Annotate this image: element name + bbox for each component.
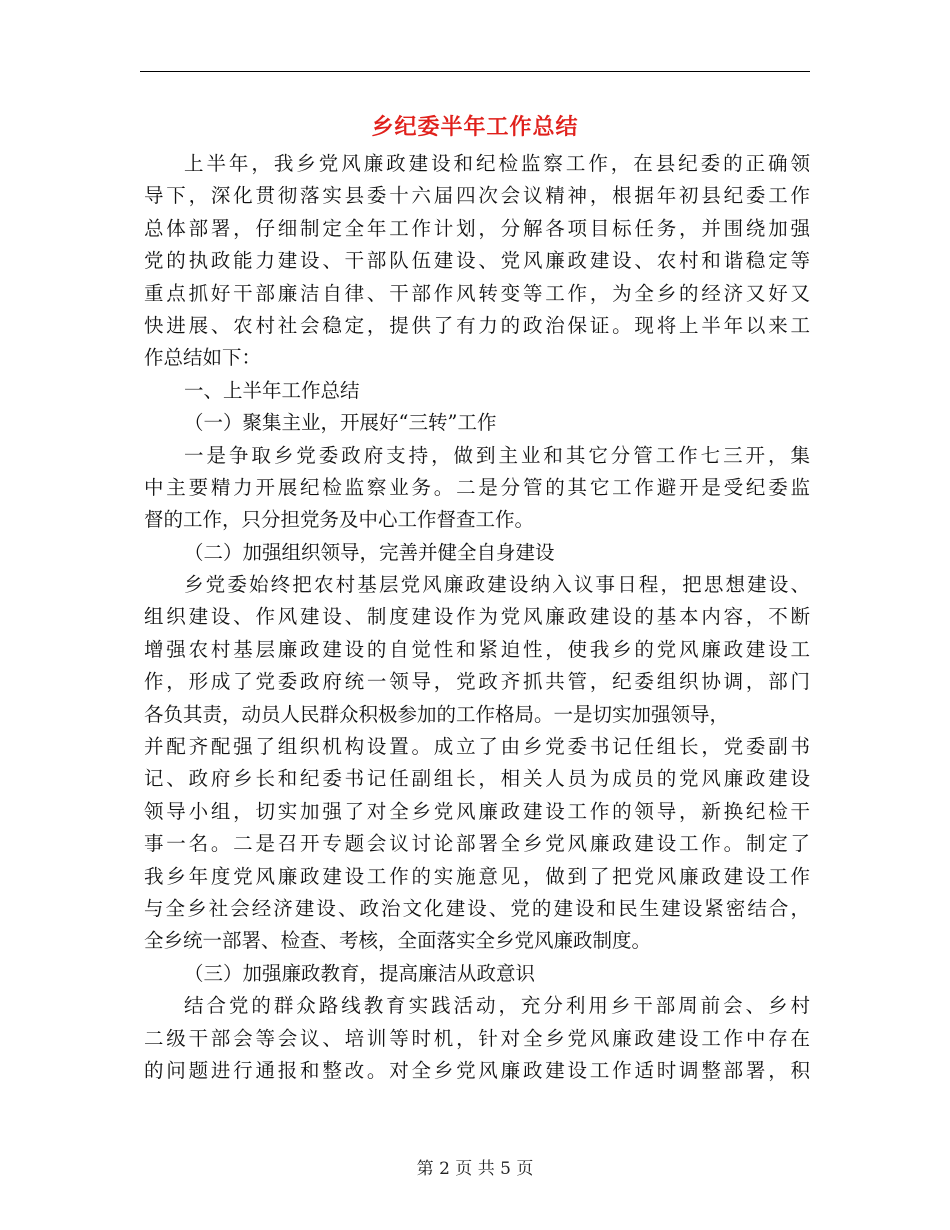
page-number: 第 2 页 共 5 页 [416, 1159, 534, 1179]
paragraph-line: 领导小组，切实加强了对全乡党风廉政建设工作的领导，新换纪检干 [144, 799, 810, 823]
paragraph-line: 并配齐配强了组织机构设置。成立了由乡党委书记任组长，党委副书 [144, 735, 810, 759]
section-heading: 一、上半年工作总结 [184, 378, 360, 402]
paragraph-line: 二级干部会等会议、培训等时机，针对全乡党风廉政建设工作中存在 [144, 1026, 810, 1050]
paragraph-line: 记、政府乡长和纪委书记任副组长，相关人员为成员的党风廉政建设 [144, 767, 810, 791]
paragraph-line: 重点抓好干部廉洁自律、干部作风转变等工作，为全乡的经济又好又 [144, 281, 810, 305]
paragraph-line: 结合党的群众路线教育实践活动，充分利用乡干部周前会、乡村 [184, 994, 810, 1018]
paragraph-line: 事一名。二是召开专题会议讨论部署全乡党风廉政建设工作。制定了 [144, 832, 810, 856]
subsection-heading: （二）加强组织领导，完善并健全自身建设 [184, 540, 555, 564]
paragraph-line: 乡党委始终把农村基层党风廉政建设纳入议事日程，把思想建设、 [184, 573, 810, 597]
paragraph-line: 的问题进行通报和整改。对全乡党风廉政建设工作适时调整部署，积 [144, 1058, 810, 1082]
paragraph-line: 上半年，我乡党风廉政建设和纪检监察工作，在县纪委的正确领 [184, 152, 810, 175]
paragraph-line: 督的工作，只分担党务及中心工作督查工作。 [144, 508, 535, 532]
paragraph-line: 作，形成了党委政府统一领导，党政齐抓共管，纪委组织协调，部门 [144, 670, 810, 694]
subsection-heading: （三）加强廉政教育，提高廉洁从政意识 [184, 961, 536, 985]
document-title: 乡纪委半年工作总结 [371, 114, 579, 140]
paragraph-line: 总体部署，仔细制定全年工作计划，分解各项目标任务，并围绕加强 [144, 216, 810, 240]
paragraph-line: 组织建设、作风建设、制度建设作为党风廉政建设的基本内容，不断 [144, 605, 810, 629]
paragraph-line: 全乡统一部署、检查、考核，全面落实全乡党风廉政制度。 [144, 929, 652, 953]
paragraph-line: 作总结如下： [144, 346, 262, 370]
paragraph-line: 快进展、农村社会稳定，提供了有力的政治保证。现将上半年以来工 [144, 313, 810, 337]
subsection-heading: （一）聚集主业，开展好“三转”工作 [184, 411, 497, 435]
paragraph-line: 与全乡社会经济建设、政治文化建设、党的建设和民生建设紧密结合， [144, 896, 810, 920]
paragraph-line: 导下，深化贯彻落实县委十六届四次会议精神，根据年初县纪委工作 [144, 184, 810, 208]
paragraph-line: 一是争取乡党委政府支持，做到主业和其它分管工作七三开，集 [184, 443, 810, 467]
paragraph-line: 增强农村基层廉政建设的自觉性和紧迫性，使我乡的党风廉政建设工 [144, 637, 810, 661]
paragraph-line: 中主要精力开展纪检监察业务。二是分管的其它工作避开是受纪委监 [144, 475, 810, 499]
paragraph-line: 我乡年度党风廉政建设工作的实施意见，做到了把党风廉政建设工作 [144, 864, 810, 888]
paragraph-line: 各负其责，动员人民群众积极参加的工作格局。一是切实加强领导， [144, 702, 730, 726]
paragraph-line: 党的执政能力建设、干部队伍建设、党风廉政建设、农村和谐稳定等 [144, 249, 810, 273]
header-rule [140, 71, 810, 72]
document-body [144, 148, 810, 1087]
